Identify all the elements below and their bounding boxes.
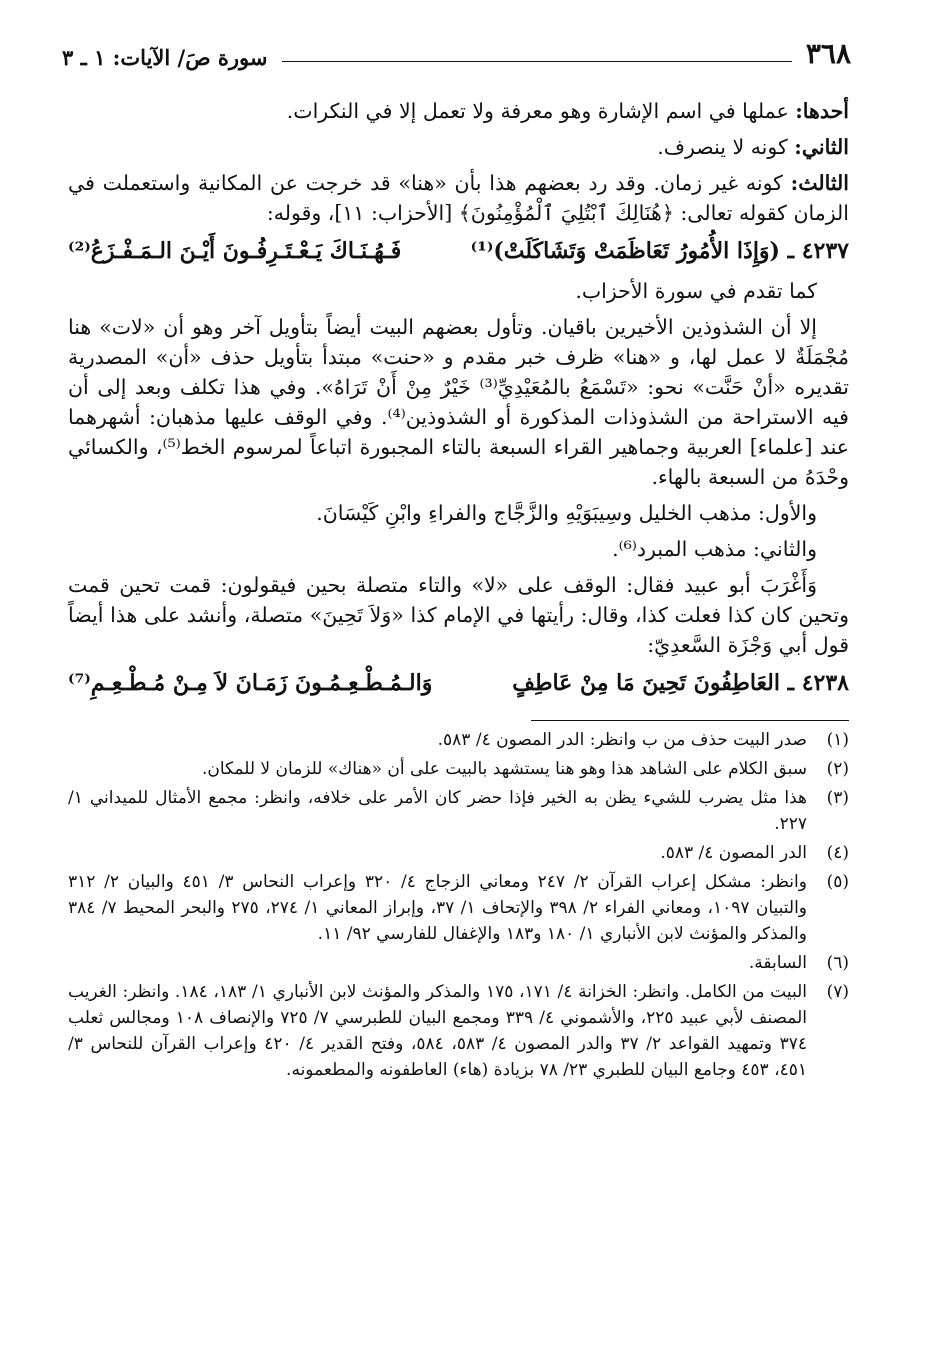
footnote-text: وانظر: مشكل إعراب القرآن ٢/ ٢٤٧ ومعاني الزجاج ٤/ ٣٢٠ وإعراب النحاس ٣/ ٤٥١ والبيان ٢/ ٣١٢ والتبيان ١٠٩٧، ومعاني الفراء ٢/ ٣٩٨ والإتحاف ١/ ٣٧، وإبراز المعاني ١/ ٢٧٤، ٢٧٥ والبحر المحيط ٧/ ٣٨٤ والمذكر والمؤنث لابن الأنباري ١/ ١٨٠ و١٨٣ والإغفال للفارسي ٩٢/ ١١. (68, 872, 808, 944)
footnote-number: (٢) (826, 759, 849, 779)
footnote (68, 756, 849, 782)
footnote-number: (٤) (826, 843, 849, 863)
paragraph: كما تقدم في سورة الأحزاب. (575, 279, 817, 303)
footnote (68, 979, 849, 1083)
page-header (62, 28, 851, 68)
paragraph (68, 96, 849, 126)
footnote-number: (٥) (826, 872, 849, 892)
footnote (68, 727, 849, 753)
paragraph (68, 168, 849, 228)
footnote-text: السابقة. (748, 953, 807, 973)
paragraph-lead: الثاني: (794, 135, 849, 159)
footnote (68, 869, 849, 947)
paragraph (68, 132, 849, 162)
footnote (68, 840, 849, 866)
footnote (68, 785, 849, 837)
poetry-verse (68, 234, 849, 268)
footnote-number: (٣) (826, 788, 849, 808)
paragraph-text: كونه لا ينصرف. (657, 135, 795, 159)
footnote-text: سبق الكلام على الشاهد هذا وهو هنا يستشهد بالبيت على أن «هناك» للزمان لا للمكان. (201, 759, 807, 779)
header-rule (282, 61, 792, 62)
verse-second-hemistich: فَـهُـنَـاكَ يَـعْـتَـرِفُـونَ أَيْـنَ الـمَـفْـزَعُ⁽²⁾ (68, 238, 402, 264)
paragraph: وَأَغْرَبَ أبو عبيد فقال: الوقف على «لا» والتاء متصلة بحين فيقولون: قمت تحين قمت وتحين كان كذا فعلت كذا، وقال: رأيتها في الإمام كذا «وَلاَ تَحِينَ» متصلة، وأنشد على هذا أيضاً قول أبي وَجْزَة السَّعدِيّ: (68, 573, 849, 657)
footnote-separator (531, 720, 849, 721)
page-number: ٣٦٨ (805, 37, 851, 70)
paragraph: إلا أن الشذوذين الأخيرين باقيان. وتأول بعضهم البيت أيضاً بتأويل آخر وهو أن «لات» هنا مُجْمَلَةٌ لا عمل لها، و «هنا» ظرف خبر مقدم و «حنت» مبتدأ بتأويل حذف «أن» المصدرية تقديره «أنْ حَنَّت» نحو: «تَسْمَعُ بالمُعَيْدِيِّ⁽³⁾ خَيْرٌ مِنْ أَنْ تَرَاهُ». وفي هذا تكلف وبعد إلى أن فيه الاستراحة من الشذوذات المذكورة أو الشذوذين⁽⁴⁾. وفي الوقف عليها مذهبان: أشهرهما عند [علماء] العربية وجماهير القراء السبعة بالتاء المجبورة اتباعاً لمرسوم الخط⁽⁵⁾، والكسائي وحْدَهُ من السبعة بالهاء. (68, 315, 849, 489)
footnote-text: الدر المصون ٤/ ٥٨٣. (660, 843, 807, 863)
footnotes (68, 727, 849, 1083)
footnote-number: (١) (826, 730, 849, 750)
footnote-text: صدر البيت حذف من ب وانظر: الدر المصون ٤/ ٥٨٣. (437, 730, 807, 750)
paragraph-lead: أحدها: (795, 99, 849, 123)
paragraph-lead: الثالث: (790, 171, 849, 195)
poetry-verse (68, 666, 849, 700)
paragraph: والثاني: مذهب المبرد⁽⁶⁾. (612, 537, 817, 561)
footnote-number: (٦) (826, 953, 849, 973)
footnote-text: هذا مثل يضرب للشيء يظن به الخير فإذا حضر كان الأمر على خلافه، وانظر: مجمع الأمثال للميداني ١/ ٢٢٧. (68, 788, 807, 834)
footnote-number: (٧) (826, 982, 849, 1002)
verse-second-hemistich: وَالـمُـطْـعِـمُـونَ زَمَـانَ لاَ مِـنْ مُـطْـعِـمِ⁽⁷⁾ (68, 670, 433, 696)
verse-first-hemistich: ٤٢٣٨ ـ العَاطِفُونَ تَحِينَ مَا مِنْ عَاطِفٍ (512, 670, 849, 696)
paragraph-text: عملها في اسم الإشارة وهو معرفة ولا تعمل إلا في النكرات. (286, 99, 796, 123)
main-text (68, 96, 849, 1086)
paragraph-text: كونه غير زمان. وقد رد بعضهم هذا بأن «هنا» قد خرجت عن المكانية واستعملت في الزمان كقوله تعالى: ﴿هُنَالِكَ ٱبْتُلِيَ ٱلْمُؤْمِنُونَ﴾ [الأحزاب: ١١]، وقوله: (68, 171, 849, 225)
verse-first-hemistich: ٤٢٣٧ ـ (وَإِذَا الأُمُورُ تَعَاظَمَتْ وَتَشَاكَلَتْ)⁽¹⁾ (470, 238, 849, 264)
footnote (68, 950, 849, 976)
paragraph: والأول: مذهب الخليل وسِيبَوَيْهِ والزَّجَّاج والفراءِ وابْنِ كَيْسَانَ. (316, 501, 817, 525)
footnote-text: البيت من الكامل. وانظر: الخزانة ٤/ ١٧١، ١٧٥ والمذكر والمؤنث لابن الأنباري ١/ ١٨٣، ١٨٤. وانظر: الغريب المصنف لأبي عبيد ٢٢٥، والأشموني ٤/ ٣٣٩ ومجمع البيان للطبرسي ٧/ ٧٢٥ والإنصاف ١٠٨ ومجالس ثعلب ٣٧٤ وتمهيد القواعد ٢/ ٣٧ والدر المصون ٤/ ٥٨٣، ٥٨٤، وفتح القدير ٤/ ٤٢٠ وإعراب القرآن للنحاس ٣/ ٤٥١، ٤٥٣ وجامع البيان للطبري ٢٣/ ٧٨ بزيادة (هاء) العاطفونه والمطعمونه. (68, 982, 807, 1080)
surah-title: سورة صَ/ الآيات: ١ ـ ٣ (62, 45, 268, 70)
